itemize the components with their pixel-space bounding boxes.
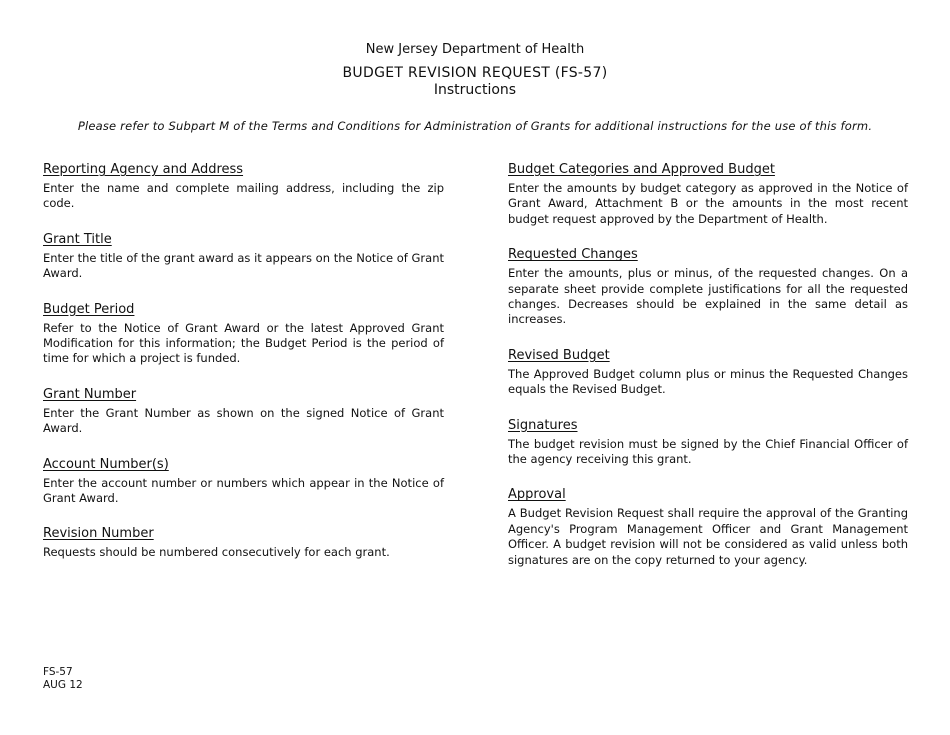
section-body: The Approved Budget column plus or minus the Requested Changes equals the Revised Budget. xyxy=(508,366,908,397)
section-body: Refer to the Notice of Grant Award or the latest Approved Grant Modification for this information; the Budget Period is the period of time for which a project is funded. xyxy=(43,320,444,366)
section-heading: Budget Period xyxy=(43,301,135,317)
section-heading: Revised Budget xyxy=(508,347,610,363)
section-body: Enter the Grant Number as shown on the signed Notice of Grant Award. xyxy=(43,405,444,436)
section-body: Enter the title of the grant award as it appears on the Notice of Grant Award. xyxy=(43,250,444,281)
section-heading: Grant Title xyxy=(43,231,112,247)
section-body: Enter the amounts, plus or minus, of the requested changes. On a separate sheet provide complete justifications for all the requested changes. Decreases should be explained in the same detail as increases. xyxy=(508,266,908,327)
form-subtitle: Instructions xyxy=(433,82,517,98)
form-footer xyxy=(43,666,83,692)
section-heading: Requested Changes xyxy=(508,247,638,263)
section-body: The budget revision must be signed by the Chief Financial Officer of the agency receiving this grant. xyxy=(508,436,908,467)
section-body: Enter the name and complete mailing address, including the zip code. xyxy=(43,181,444,211)
section-heading: Revision Number xyxy=(43,526,154,542)
left-column xyxy=(43,161,444,580)
section-heading: Budget Categories and Approved Budget xyxy=(508,162,775,177)
form-code: FS-57 xyxy=(43,666,73,678)
section-approval xyxy=(508,486,908,568)
section-heading: Account Number(s) xyxy=(43,456,169,472)
section-reporting-agency xyxy=(43,161,444,212)
section-signatures xyxy=(508,417,908,468)
section-body: A Budget Revision Request shall require the approval of the Granting Agency's Program Management Officer and Grant Management Officer. A budget revision will not be considered as valid unless both signatures are on the copy returned to your agency. xyxy=(508,506,908,567)
section-revision-number xyxy=(43,525,444,560)
section-grant-number xyxy=(43,386,444,437)
section-heading: Reporting Agency and Address xyxy=(43,162,244,177)
section-body: Requests should be numbered consecutively for each grant. xyxy=(43,545,390,560)
revision-date: AUG 12 xyxy=(43,679,83,691)
section-body: Enter the amounts by budget category as approved in the Notice of Grant Award, Attachment B or the amounts in the most recent budget request approved by the Department of Health. xyxy=(508,181,908,226)
agency-name: New Jersey Department of Health xyxy=(365,42,585,57)
section-heading: Approval xyxy=(508,487,566,503)
section-heading: Grant Number xyxy=(43,386,137,402)
section-budget-period xyxy=(43,301,444,367)
section-body: Enter the account number or numbers which appear in the Notice of Grant Award. xyxy=(43,475,444,506)
form-title: BUDGET REVISION REQUEST (FS-57) xyxy=(342,65,608,81)
section-grant-title xyxy=(43,231,444,282)
section-account-numbers xyxy=(43,456,444,507)
section-heading: Signatures xyxy=(508,417,578,433)
instructions-note: Please refer to Subpart M of the Terms and Conditions for Administration of Grants for additional instructions for the use of this form. xyxy=(77,119,873,133)
section-requested-changes xyxy=(508,246,908,328)
section-revised-budget xyxy=(508,347,908,398)
section-budget-categories xyxy=(508,161,908,227)
document-header xyxy=(0,42,950,99)
right-column xyxy=(508,161,908,587)
